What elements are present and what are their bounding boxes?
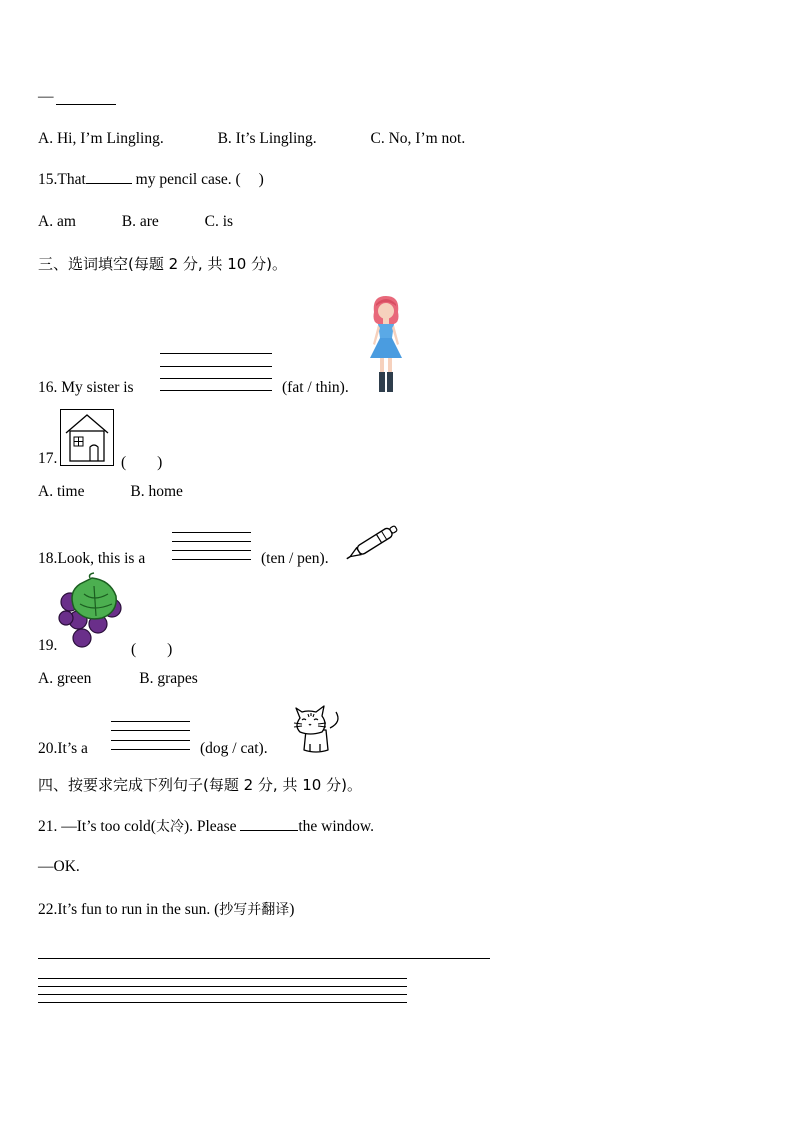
q19-options	[38, 670, 198, 688]
q22-stem: 22.It’s fun to run in the sun. (抄写并翻译)	[38, 901, 295, 918]
q17-num: 17.	[38, 450, 58, 467]
grapes-icon	[58, 576, 126, 652]
q14-option-a[interactable]: A. Hi, I’m Lingling.	[38, 130, 164, 147]
q18-line-1[interactable]	[172, 532, 251, 533]
q15-options	[38, 213, 233, 231]
q20-prefix: 20.It’s a	[38, 740, 88, 757]
q19-answer-paren[interactable]: ( )	[131, 641, 173, 658]
q15-option-c[interactable]: C. is	[204, 213, 234, 230]
q22-copy-line-1[interactable]	[38, 978, 407, 979]
q17-option-a[interactable]: A. time	[38, 483, 85, 500]
q18-line-3[interactable]	[172, 550, 251, 551]
q20-line-3[interactable]	[111, 740, 190, 741]
q14-blank[interactable]	[56, 104, 116, 105]
q18-suffix: (ten / pen).	[261, 550, 329, 567]
q15-option-a[interactable]: A. am	[38, 213, 76, 230]
q16-prefix: 16. My sister is	[38, 379, 134, 396]
q16-line-4[interactable]	[160, 390, 272, 391]
q22-copy-line-4[interactable]	[38, 1002, 407, 1003]
pen-icon	[350, 520, 404, 562]
q16-suffix: (fat / thin).	[282, 379, 349, 396]
q19-option-b[interactable]: B. grapes	[139, 670, 198, 687]
q15-option-b[interactable]: B. are	[121, 213, 159, 230]
q22-copy-line-2[interactable]	[38, 986, 407, 987]
q14-options	[38, 130, 465, 148]
q17-answer-paren[interactable]: ( )	[121, 454, 163, 471]
section3-title: 三、选词填空(每题 2 分, 共 10 分)。	[38, 255, 287, 273]
q15-blank[interactable]	[86, 171, 132, 184]
cat-icon	[290, 704, 342, 754]
q16-line-3[interactable]	[160, 378, 272, 379]
q14-dash: —	[38, 88, 54, 105]
q21-blank[interactable]	[240, 818, 298, 831]
section4-title: 四、按要求完成下列句子(每题 2 分, 共 10 分)。	[38, 776, 362, 794]
q15-stem: 15.That my pencil case. ( )	[38, 171, 264, 188]
q18-line-4[interactable]	[172, 559, 251, 560]
q16-line-1[interactable]	[160, 353, 272, 354]
q19-num: 19.	[38, 637, 58, 654]
q18-line-2[interactable]	[172, 541, 251, 542]
q14-option-c[interactable]: C. No, I’m not.	[370, 130, 466, 147]
q14-option-b[interactable]: B. It’s Lingling.	[217, 130, 317, 147]
q18-prefix: 18.Look, this is a	[38, 550, 146, 567]
q17-option-b[interactable]: B. home	[130, 483, 183, 500]
q22-translation-line[interactable]	[38, 958, 490, 959]
girl-icon	[364, 294, 408, 396]
q16-line-2[interactable]	[160, 366, 272, 367]
house-icon	[60, 409, 114, 466]
q20-line-4[interactable]	[111, 749, 190, 750]
q21-stem: 21. —It’s too cold(太冷). Please the window.	[38, 818, 374, 835]
q21-reply: —OK.	[38, 858, 80, 875]
q22-copy-line-3[interactable]	[38, 994, 407, 995]
q20-line-1[interactable]	[111, 721, 190, 722]
q17-options	[38, 483, 183, 501]
q19-option-a[interactable]: A. green	[38, 670, 92, 687]
q20-suffix: (dog / cat).	[200, 740, 268, 757]
q20-line-2[interactable]	[111, 730, 190, 731]
